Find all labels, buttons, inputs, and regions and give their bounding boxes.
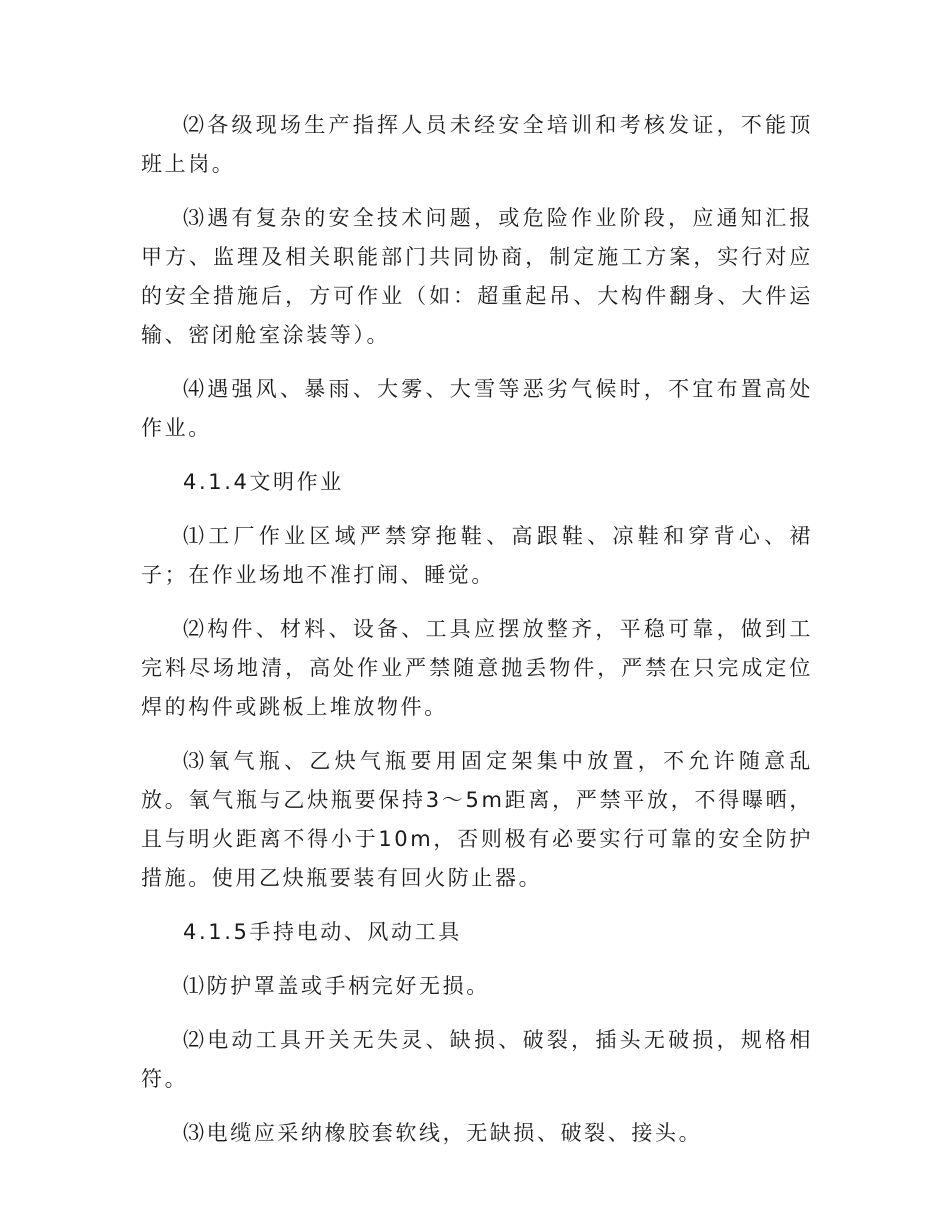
paragraph-item-2-materials-order: ⑵构件、材料、设备、工具应摆放整齐，平稳可靠，做到工完料尽场地清，高处作业严禁随意抛丢物件，严禁在只完成定位焊的构件或跳板上堆放物件。 [141,617,813,719]
paragraph-item-2-switch-plug: ⑵电动工具开关无失灵、缺损、破裂，插头无破损，规格相符。 [141,1028,813,1091]
section-heading-4-1-5: 4.1.5手持电动、风动工具 [183,920,462,944]
paragraph-item-3-cable: ⑶电缆应采纳橡胶套软线，无缺损、破裂、接头。 [183,1121,703,1145]
paragraph-item-3-complex-safety-issues: ⑶遇有复杂的安全技术问题，或危险作业阶段，应通知汇报甲方、监理及相关职能部门共同协商，制定施工方案，实行对应的安全措施后，方可作业（如：超重起吊、大构件翻身、大件运输、密闭舱室涂装等）。 [141,206,813,347]
document-body [141,106,813,1168]
paragraph-item-2-commanders-training: ⑵各级现场生产指挥人员未经安全培训和考核发证，不能顶班上岗。 [141,113,813,176]
paragraph-item-1-dress-code: ⑴工厂作业区域严禁穿拖鞋、高跟鞋、凉鞋和穿背心、裙子；在作业场地不准打闹、睡觉。 [141,524,813,587]
paragraph-item-3-gas-cylinders: ⑶氧气瓶、乙炔气瓶要用固定架集中放置，不允许随意乱放。氧气瓶与乙炔瓶要保持3～5m距离，严禁平放，不得曝晒，且与明火距离不得小于10m，否则极有必要实行可靠的安全防护措施。使用乙炔瓶要装有回火防止器。 [141,749,813,890]
section-heading-4-1-4: 4.1.4文明作业 [183,470,344,494]
paragraph-item-1-guard-cover: ⑴防护罩盖或手柄完好无损。 [183,974,490,998]
paragraph-item-4-bad-weather: ⑷遇强风、暴雨、大雾、大雪等恶劣气候时，不宜布置高处作业。 [141,377,813,440]
